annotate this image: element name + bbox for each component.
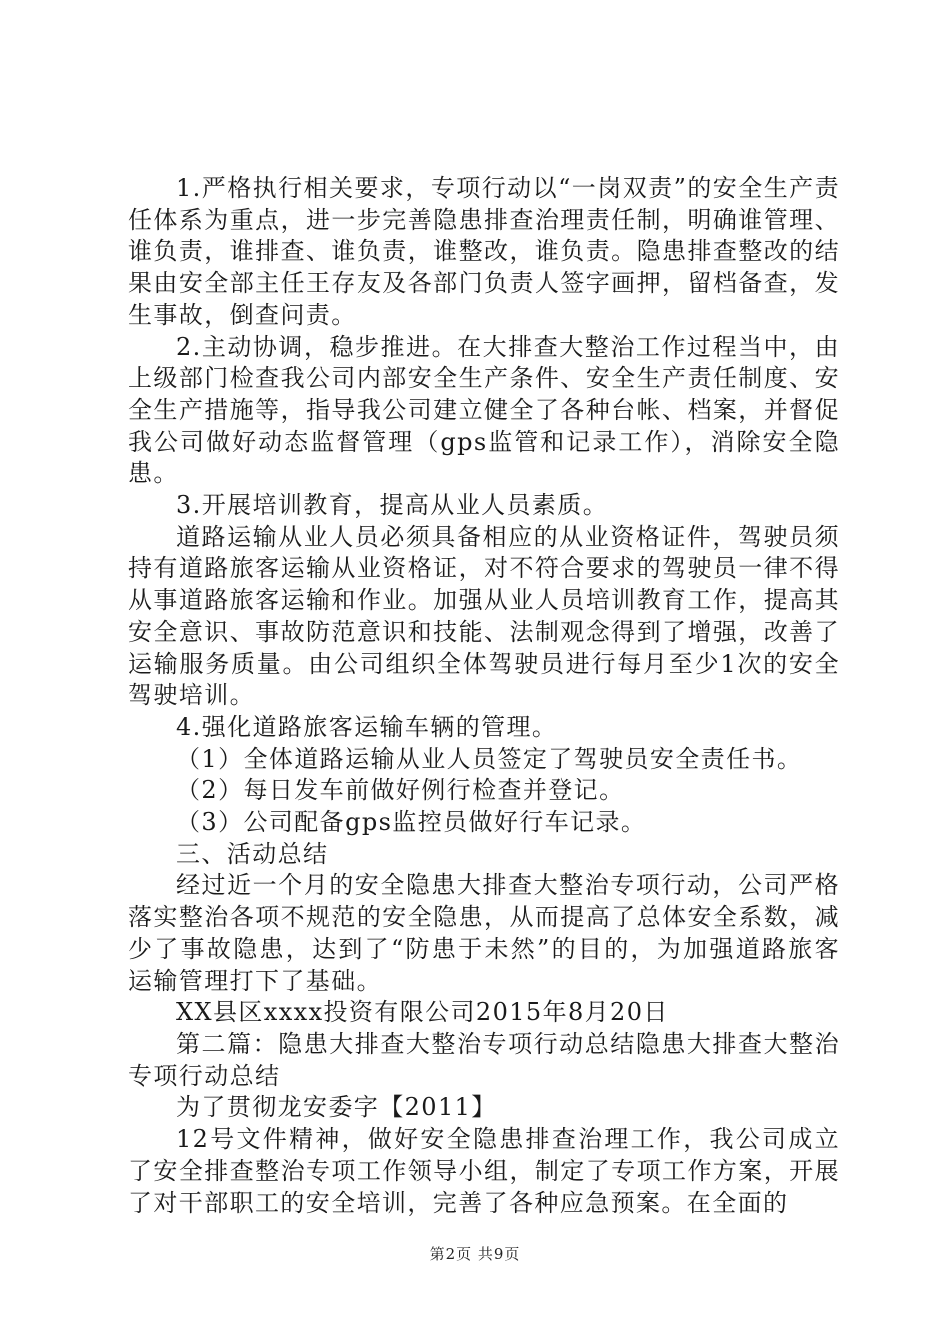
paragraph-1: 1.严格执行相关要求，专项行动以“一岗双责”的安全生产责任体系为重点，进一步完善隐患排查治理责任制，明确谁管理、谁负责，谁排查、谁负责，谁整改，谁负责。隐患排查整改的结果由安全部主任王存友及各部门负责人签字画押，留档备查，发生事故，倒查问责。 (128, 174, 840, 329)
paragraph-10: 经过近一个月的安全隐患大排查大整治专项行动，公司严格落实整治各项不规范的安全隐患，从而提高了总体安全系数，减少了事故隐患，达到了“防患于未然”的目的，为加强道路旅客运输管理打下了基础。 (128, 871, 840, 995)
paragraph-5: 4.强化道路旅客运输车辆的管理。 (176, 712, 558, 741)
chapter-title: 第二篇：隐患大排查大整治专项行动总结隐患大排查大整治专项行动总结 (128, 1029, 840, 1090)
paragraph-14: 12号文件精神，做好安全隐患排查治理工作，我公司成立了安全排查整治专项工作领导小组，制定了专项工作方案，开展了对干部职工的安全培训，完善了各种应急预案。在全面的 (128, 1125, 840, 1217)
page-number-footer: 第2页 共9页 (429, 1245, 521, 1263)
paragraph-4: 道路运输从业人员必须具备相应的从业资格证件，驾驶员须持有道路旅客运输从业资格证，对不符合要求的驾驶员一律不得从事道路旅客运输和作业。加强从业人员培训教育工作，提高其安全意识、事故防范意识和技能、法制观念得到了增强，改善了运输服务质量。由公司组织全体驾驶员进行每月至少1次的安全驾驶培训。 (128, 522, 840, 710)
paragraph-3: 3.开展培训教育，提高从业人员素质。 (176, 491, 609, 520)
signature-line: XX县区xxxx投资有限公司2015年8月20日 (176, 998, 669, 1027)
section-heading: 三、活动总结 (176, 839, 329, 868)
paragraph-8: （3）公司配备gps监控员做好行车记录。 (176, 808, 647, 837)
paragraph-13: 为了贯彻龙安委字【2011】 (176, 1093, 497, 1122)
paragraph-6: （1）全体道路运输从业人员签定了驾驶员安全责任书。 (176, 744, 803, 773)
paragraph-7: （2）每日发车前做好例行检查并登记。 (176, 776, 625, 805)
paragraph-2: 2.主动协调，稳步推进。在大排查大整治工作过程当中，由上级部门检查我公司内部安全生产条件、安全生产责任制度、安全生产措施等，指导我公司建立健全了各种台帐、档案，并督促我公司做好动态监督管理（gps监管和记录工作），消除安全隐患。 (128, 332, 840, 488)
document-body (128, 173, 840, 1219)
